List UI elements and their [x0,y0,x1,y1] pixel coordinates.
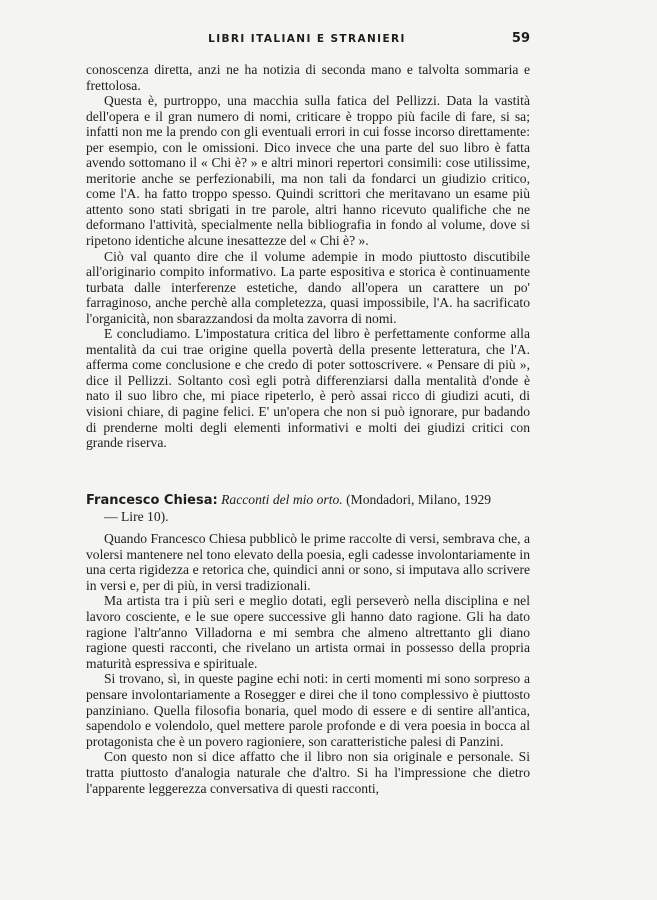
paragraph: Si trovano, sì, in queste pagine echi noti: in certi momenti mi sono sorpreso a pensare involontariamente a Rosegger e direi che il tono complessivo è piuttosto panziniano. Quella filosofia bonaria, quel modo di essere e di sentire all'antica, sapendolo e volendolo, quel mettere parole profonde e di vera poesia in bocca al protagonista che è un povero ragioniere, son caratteristiche palesi di Panzini. [86,671,530,749]
paragraph: Quando Francesco Chiesa pubblicò le prime raccolte di versi, sembrava che, a volersi mantenere nel tono elevato della poesia, egli cadesse involontariamente in una certa rigidezza e retorica che, quindici anni or sono, si imputava allo scrivere in versi e, per di più, in versi tradizionali. [86,531,530,593]
running-head: LIBRI ITALIANI E STRANIERI [208,33,406,45]
review-author: Francesco Chiesa [86,493,213,508]
page-header [84,33,530,49]
paragraph: E concludiamo. L'impostatura critica del libro è perfettamente conforme alla mentalità da cui trae origine quella povertà della presente letteratura, che l'A. afferma come conclusione e che credo di poter sottoscrivere. « Pensare di più », dice il Pellizzi. Soltanto così egli potrà differenziarsi dalla mentalità d'onde è nato il suo libro che, mi piace ripeterlo, è però assai ricco di giudizi acuti, di visioni chiare, di pagine felici. E' un'opera che non si può ignorare, pur badando di prenderne molti degli elementi informativi e molti dei giudizi critici con grande riserva. [86,326,530,451]
page-number: 59 [511,31,530,46]
article-body [86,62,530,451]
review-heading [86,492,530,525]
paragraph: Questa è, purtroppo, una macchia sulla fatica del Pellizzi. Data la vastità dell'opera e il gran numero di nomi, criticare è troppo più facile di fare, si sa; infatti non me la prendo con gli eventuali errori in cui fosse incorso direttamente: per esempio, con le omissioni. Dico invece che una parte del suo libro è fatta avendo sottomano il « Chi è? » e altri minori repertori consimili: cose utilissime, meritorie anche se perfezionabili, ma non tali da fondarci un giudizio critico, come l'A. ha fatto troppo spesso. Quindi scrittori che meritavano un esame più attento sono stati sbrigati in tre parole, altri hanno ricevuto qualifiche che ne deformano l'attività, specialmente nella bibliografia in fondo al volume, dove si ripetono identiche alcune inesattezze del « Chi è? ». [86,93,530,249]
review-price: — Lire 10). [104,509,169,524]
paragraph: Ma artista tra i più seri e meglio dotati, egli perseverò nella disciplina e nel lavoro cosciente, e le sue opere successive gli hanno dato ragione. Gli ha dato ragione l'altr'anno Villadorna e mi sembra che almeno altrettanto gli diano ragione questi racconti, che rivelano un artista ormai in possesso della propria maturità espressiva e spirituale. [86,593,530,671]
paragraph: Ciò val quanto dire che il volume adempie in modo piuttosto discutibile all'originario compito informativo. La parte espositiva e storica è continuamente turbata dalle interferenze estetiche, dando all'opera un carattere un po' farraginoso, anche perchè alla completezza, quasi impossibile, l'A. ha sacrificato l'organicità, non sbarazzandosi da molta zavorra di nomi. [86,248,530,326]
review-publisher: (Mondadori, Milano, 1929 [346,492,492,507]
review-separator: : [212,493,218,508]
review-body [86,531,530,796]
review-book-title: Racconti del mio orto. [221,492,343,507]
paragraph: Con questo non si dice affatto che il libro non sia originale e personale. Si tratta piuttosto d'analogia naturale che d'altro. Si ha l'impressione che dietro l'apparente leggerezza conversativa di questi racconti, [86,749,530,796]
paragraph-continued: conoscenza diretta, anzi ne ha notizia di seconda mano e talvolta sommaria e frettolosa. [86,62,530,93]
